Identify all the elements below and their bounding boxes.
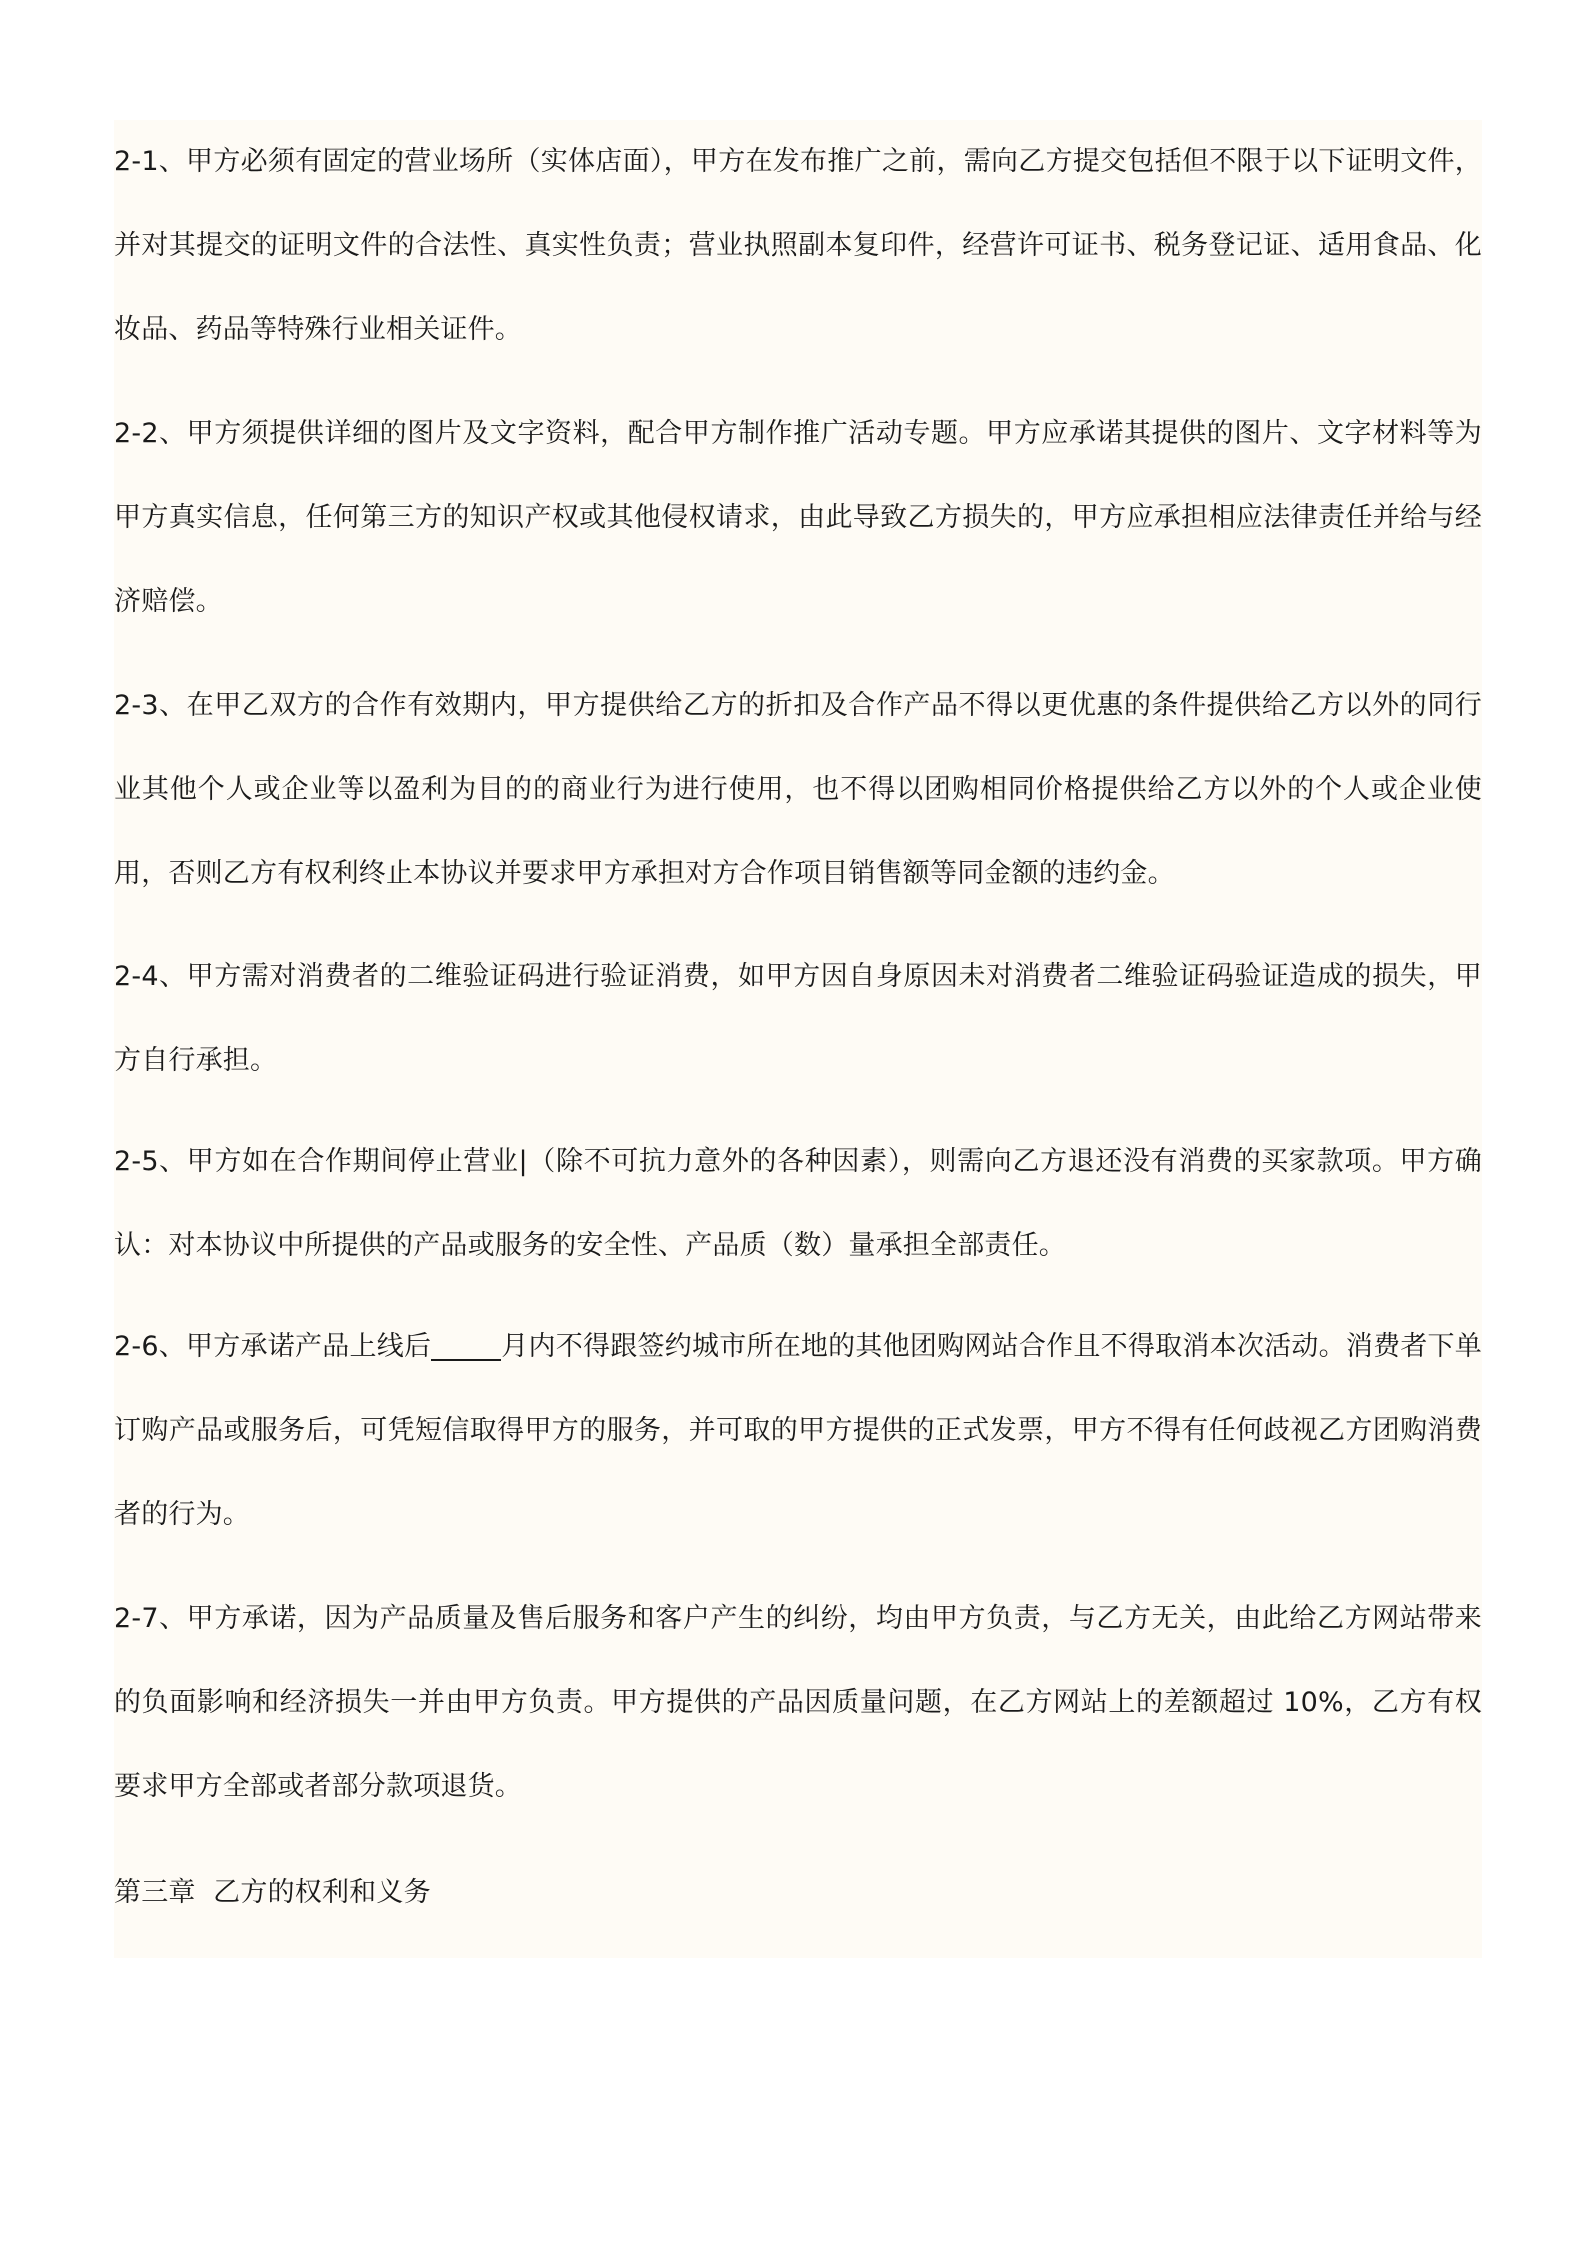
clause-2-1: 2-1、甲方必须有固定的营业场所（实体店面），甲方在发布推广之前，需向乙方提交包括但不限于以下证明文件，并对其提交的证明文件的合法性、真实性负责；营业执照副本复印件，经营许可证书、税务登记证、适用食品、化妆品、药品等特殊行业相关证件。 [114,146,1482,345]
clause-2-7: 2-7、甲方承诺，因为产品质量及售后服务和客户产生的纠纷，均由甲方负责，与乙方无关，由此给乙方网站带来的负面影响和经济损失一并由甲方负责。甲方提供的产品因质量问题，在乙方网站上的差额超过 10%，乙方有权要求甲方全部或者部分款项退货。 [114,1603,1482,1802]
clause-2-2: 2-2、甲方须提供详细的图片及文字资料，配合甲方制作推广活动专题。甲方应承诺其提供的图片、文字材料等为甲方真实信息，任何第三方的知识产权或其他侵权请求，由此导致乙方损失的，甲方应承担相应法律责任并给与经济赔偿。 [114,418,1482,617]
clause-2-3: 2-3、在甲乙双方的合作有效期内，甲方提供给乙方的折扣及合作产品不得以更优惠的条件提供给乙方以外的同行业其他个人或企业等以盈利为目的的商业行为进行使用，也不得以团购相同价格提供给乙方以外的个人或企业使用，否则乙方有权利终止本协议并要求甲方承担对方合作项目销售额等同金额的违约金。 [114,690,1482,889]
clause-2-5: 2-5、甲方如在合作期间停止营业|（除不可抗力意外的各种因素），则需向乙方退还没有消费的买家款项。甲方确认：对本协议中所提供的产品或服务的安全性、产品质（数）量承担全部责任。 [114,1146,1482,1261]
clause-2-4: 2-4、甲方需对消费者的二维验证码进行验证消费，如甲方因自身原因未对消费者二维验证码验证造成的损失，甲方自行承担。 [114,961,1482,1076]
document-body [114,120,1482,1958]
chapter-heading: 第三章 乙方的权利和义务 [114,1877,431,1908]
clause-2-6 [114,1305,1482,1557]
clause-2-6-rest: 月内不得跟签约城市所在地的其他团购网站合作且不得取消本次活动。消费者下单订购产品或服务后，可凭短信取得甲方的服务，并可取的甲方提供的正式发票，甲方不得有任何歧视乙方团购消费者的行为。 [114,1331,1483,1530]
clause-2-6-lead: 2-6、甲方承诺产品上线后 [114,1331,432,1362]
fill-in-blank [431,1329,501,1361]
